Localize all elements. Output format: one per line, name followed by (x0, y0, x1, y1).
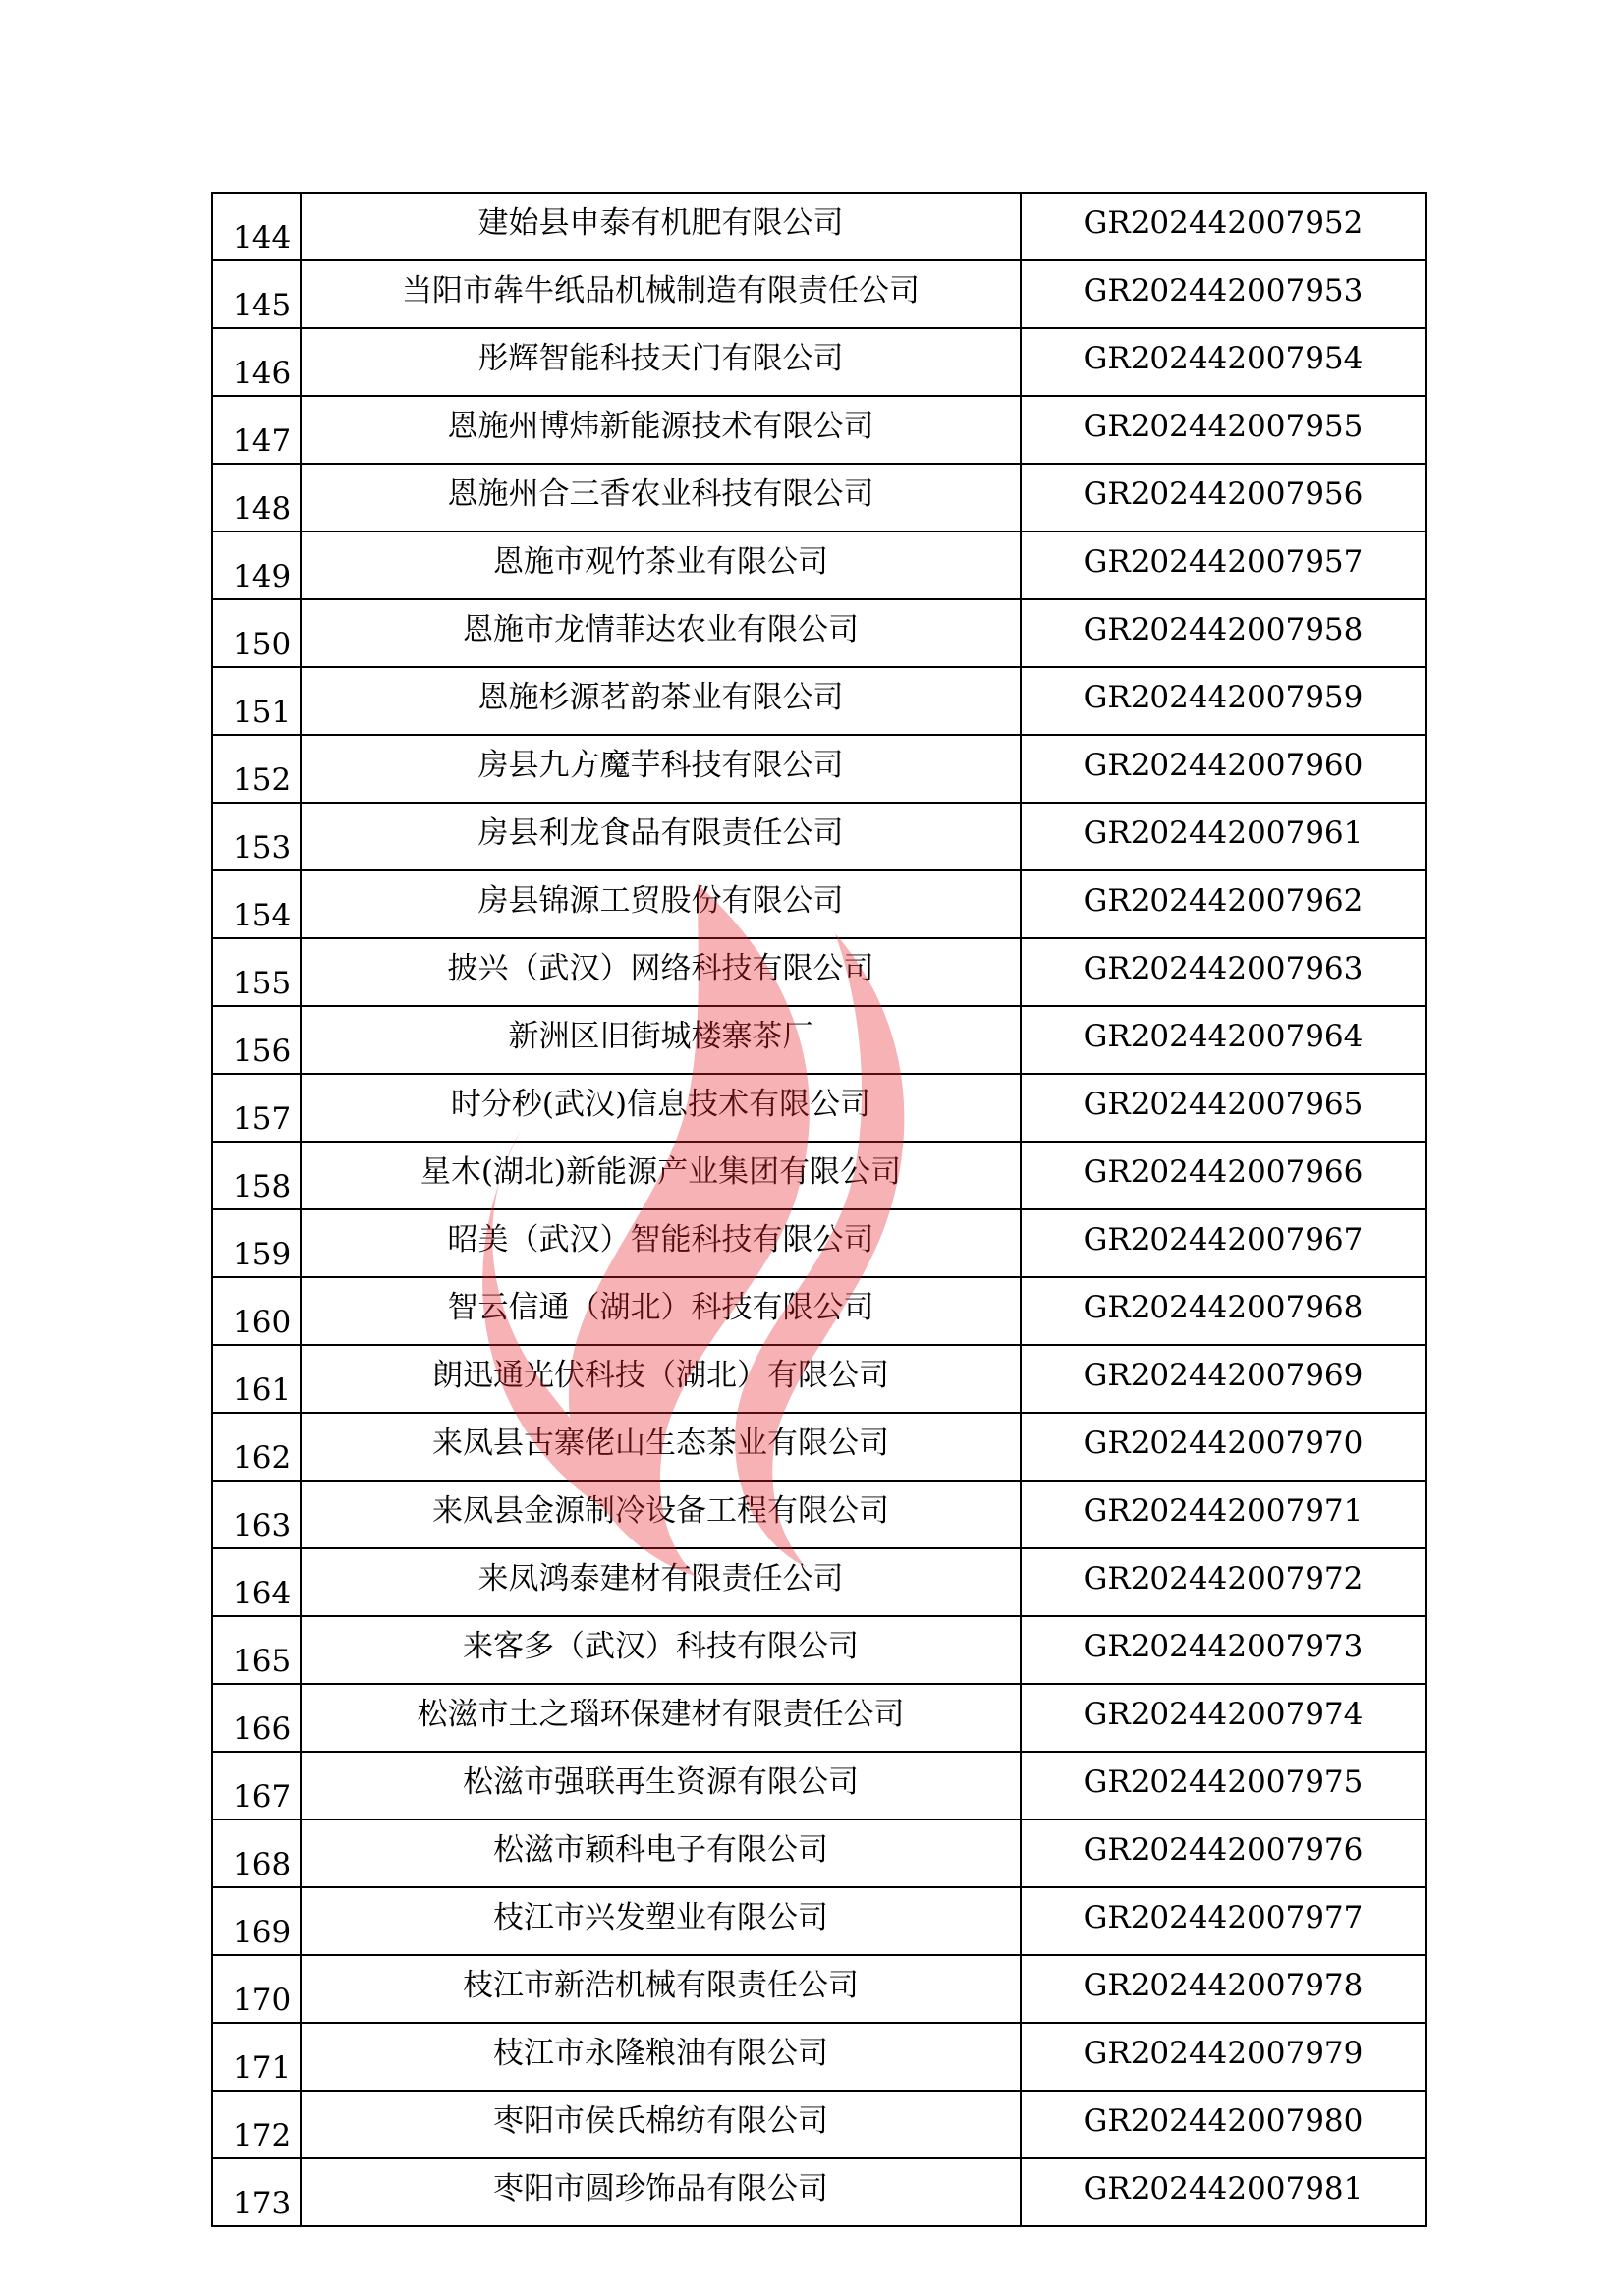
company-name: 朗迅通光伏科技（湖北）有限公司 (301, 1345, 1021, 1413)
certificate-number: GR202442007979 (1021, 2023, 1426, 2091)
row-number: 166 (212, 1684, 301, 1752)
table-row (212, 1277, 1426, 1345)
table-row (212, 938, 1426, 1006)
table-row (212, 1413, 1426, 1481)
row-number: 164 (212, 1548, 301, 1616)
certificate-number: GR202442007969 (1021, 1345, 1426, 1413)
table-row (212, 1481, 1426, 1548)
certificate-number: GR202442007952 (1021, 193, 1426, 260)
table-row (212, 2158, 1426, 2226)
company-name: 恩施市龙情菲达农业有限公司 (301, 599, 1021, 667)
table-row (212, 396, 1426, 464)
row-number: 163 (212, 1481, 301, 1548)
table-row (212, 260, 1426, 328)
company-table-body (212, 193, 1426, 2226)
row-number: 153 (212, 803, 301, 870)
certificate-number: GR202442007965 (1021, 1074, 1426, 1142)
table-row (212, 1887, 1426, 1955)
row-number: 152 (212, 735, 301, 803)
company-name: 来客多（武汉）科技有限公司 (301, 1616, 1021, 1684)
company-name: 松滋市强联再生资源有限公司 (301, 1752, 1021, 1819)
table-row (212, 1142, 1426, 1209)
row-number: 162 (212, 1413, 301, 1481)
row-number: 158 (212, 1142, 301, 1209)
row-number: 165 (212, 1616, 301, 1684)
company-name: 枣阳市圆珍饰品有限公司 (301, 2158, 1021, 2226)
certificate-number: GR202442007956 (1021, 464, 1426, 532)
table-row (212, 532, 1426, 599)
table-row (212, 599, 1426, 667)
company-name: 恩施杉源茗韵茶业有限公司 (301, 667, 1021, 735)
company-name: 披兴（武汉）网络科技有限公司 (301, 938, 1021, 1006)
certificate-number: GR202442007957 (1021, 532, 1426, 599)
certificate-number: GR202442007955 (1021, 396, 1426, 464)
company-name: 恩施州合三香农业科技有限公司 (301, 464, 1021, 532)
company-name: 新洲区旧街城楼寨茶厂 (301, 1006, 1021, 1074)
certificate-number: GR202442007975 (1021, 1752, 1426, 1819)
certificate-number: GR202442007962 (1021, 870, 1426, 938)
row-number: 160 (212, 1277, 301, 1345)
row-number: 169 (212, 1887, 301, 1955)
row-number: 149 (212, 532, 301, 599)
company-name: 来凤县金源制冷设备工程有限公司 (301, 1481, 1021, 1548)
table-row (212, 1074, 1426, 1142)
row-number: 146 (212, 328, 301, 396)
table-row (212, 870, 1426, 938)
company-name: 来凤鸿泰建材有限责任公司 (301, 1548, 1021, 1616)
row-number: 168 (212, 1819, 301, 1887)
table-row (212, 464, 1426, 532)
table-row (212, 1955, 1426, 2023)
table-row (212, 2091, 1426, 2158)
table-row (212, 193, 1426, 260)
row-number: 159 (212, 1209, 301, 1277)
company-name: 枝江市新浩机械有限责任公司 (301, 1955, 1021, 2023)
certificate-number: GR202442007973 (1021, 1616, 1426, 1684)
table-row (212, 1616, 1426, 1684)
company-name: 智云信通（湖北）科技有限公司 (301, 1277, 1021, 1345)
certificate-number: GR202442007976 (1021, 1819, 1426, 1887)
certificate-number: GR202442007963 (1021, 938, 1426, 1006)
company-name: 枝江市兴发塑业有限公司 (301, 1887, 1021, 1955)
certificate-number: GR202442007977 (1021, 1887, 1426, 1955)
row-number: 145 (212, 260, 301, 328)
table-row (212, 803, 1426, 870)
company-name: 恩施州博炜新能源技术有限公司 (301, 396, 1021, 464)
company-name: 松滋市土之瑙环保建材有限责任公司 (301, 1684, 1021, 1752)
certificate-number: GR202442007981 (1021, 2158, 1426, 2226)
certificate-number: GR202442007980 (1021, 2091, 1426, 2158)
row-number: 172 (212, 2091, 301, 2158)
row-number: 150 (212, 599, 301, 667)
certificate-number: GR202442007968 (1021, 1277, 1426, 1345)
row-number: 156 (212, 1006, 301, 1074)
company-name: 房县锦源工贸股份有限公司 (301, 870, 1021, 938)
row-number: 170 (212, 1955, 301, 2023)
row-number: 155 (212, 938, 301, 1006)
row-number: 157 (212, 1074, 301, 1142)
company-name: 来凤县古寨佬山生态茶业有限公司 (301, 1413, 1021, 1481)
certificate-number: GR202442007960 (1021, 735, 1426, 803)
table-row (212, 1548, 1426, 1616)
certificate-number: GR202442007967 (1021, 1209, 1426, 1277)
table-row (212, 2023, 1426, 2091)
table-row (212, 667, 1426, 735)
company-name: 枝江市永隆粮油有限公司 (301, 2023, 1021, 2091)
certificate-number: GR202442007974 (1021, 1684, 1426, 1752)
row-number: 161 (212, 1345, 301, 1413)
row-number: 144 (212, 193, 301, 260)
company-name: 房县利龙食品有限责任公司 (301, 803, 1021, 870)
row-number: 167 (212, 1752, 301, 1819)
company-name: 建始县申泰有机肥有限公司 (301, 193, 1021, 260)
company-name: 恩施市观竹茶业有限公司 (301, 532, 1021, 599)
table-row (212, 1752, 1426, 1819)
table-row (212, 328, 1426, 396)
row-number: 151 (212, 667, 301, 735)
certificate-number: GR202442007953 (1021, 260, 1426, 328)
company-name: 彤辉智能科技天门有限公司 (301, 328, 1021, 396)
row-number: 148 (212, 464, 301, 532)
company-name: 枣阳市侯氏棉纺有限公司 (301, 2091, 1021, 2158)
row-number: 171 (212, 2023, 301, 2091)
row-number: 147 (212, 396, 301, 464)
table-row (212, 1209, 1426, 1277)
certificate-number: GR202442007954 (1021, 328, 1426, 396)
certificate-number: GR202442007972 (1021, 1548, 1426, 1616)
table-row (212, 1819, 1426, 1887)
certificate-number: GR202442007961 (1021, 803, 1426, 870)
table-row (212, 735, 1426, 803)
table-row (212, 1684, 1426, 1752)
table-row (212, 1006, 1426, 1074)
company-name: 当阳市犇牛纸品机械制造有限责任公司 (301, 260, 1021, 328)
certificate-number: GR202442007959 (1021, 667, 1426, 735)
company-name: 房县九方魔芋科技有限公司 (301, 735, 1021, 803)
certificate-number: GR202442007966 (1021, 1142, 1426, 1209)
table-row (212, 1345, 1426, 1413)
certificate-number: GR202442007958 (1021, 599, 1426, 667)
company-name: 时分秒(武汉)信息技术有限公司 (301, 1074, 1021, 1142)
row-number: 154 (212, 870, 301, 938)
company-name: 星木(湖北)新能源产业集团有限公司 (301, 1142, 1021, 1209)
certificate-number: GR202442007971 (1021, 1481, 1426, 1548)
certificate-number: GR202442007970 (1021, 1413, 1426, 1481)
certificate-number: GR202442007978 (1021, 1955, 1426, 2023)
company-name: 昭美（武汉）智能科技有限公司 (301, 1209, 1021, 1277)
company-table (211, 192, 1427, 2227)
row-number: 173 (212, 2158, 301, 2226)
certificate-number: GR202442007964 (1021, 1006, 1426, 1074)
company-name: 松滋市颖科电子有限公司 (301, 1819, 1021, 1887)
